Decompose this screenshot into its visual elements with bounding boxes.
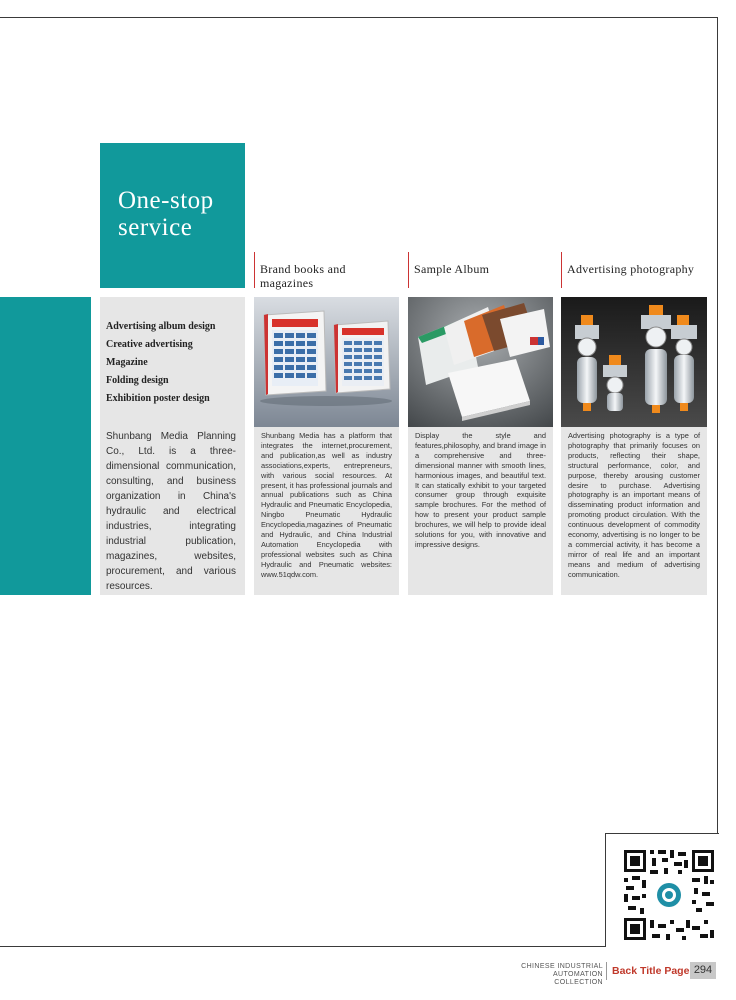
page-number: 294 [690, 962, 716, 979]
sample-album-photo [408, 297, 553, 427]
footer-collection-line2: COLLECTION [554, 979, 603, 986]
qr-code-icon [606, 834, 719, 947]
hero-box [100, 143, 245, 288]
intro-text: Shunbang Media Planning Co., Ltd. is a three-dimensional communication, consulting, and business organization in China's hydraulic and electrical industries, integrating industrial publication, magazines, websites, procurement, and various resources. [106, 431, 236, 592]
column-heading-advertising-photography: Advertising photography [561, 252, 707, 288]
qr-code-frame [605, 833, 719, 947]
service-item: Magazine [106, 357, 148, 368]
footer-divider [606, 962, 607, 980]
footer-collection-line1: CHINESE INDUSTRIAL AUTOMATION [521, 963, 603, 978]
service-item: Advertising album design [106, 321, 216, 332]
column-heading-sample-album: Sample Album [408, 252, 543, 288]
left-accent-bar [0, 297, 91, 595]
brand-books-photo [254, 297, 399, 427]
service-item: Folding design [106, 375, 169, 386]
frame-right-line [717, 17, 718, 947]
column-text-brand-books: Shunbang Media has a platform that integrates the internet,procurement, and publication,as well as industry associations,experts, entrepreneurs, with various social resources. At present, it has professional journals and annual publications such as China Hydraulic and Pneumatic Encyclopedia, Ningbo Pneumatic Hydraulic Encyclopedia,magazines of Pneumatic and Hydraulic, and China Industrial Automation Encyclopedia with professional websites such as China Hydraulic and Pneumatic websites: www.51qdw.com. [261, 431, 392, 579]
services-list [106, 318, 215, 408]
hero-title: One-stop service [118, 187, 214, 241]
advertising-photography-photo [561, 297, 707, 427]
column-text-sample-album: Display the style and features,philosophy, and brand image in a comprehensive and three-dimensional manner with smooth lines, harmonious images, and beautiful text. It can statically exhibit to your targeted consumer group through exquisite sample brochures. For the method of how to present your product sample brochures, we will help to provide ideal solutions for you, with innovative and impressive designs. [415, 431, 546, 549]
column-text-advertising-photography: Advertising photography is a type of photography that primarily focuses on products, reflecting their shape, structural performance, color, and purpose, thereby arousing customer desire to purchase. Advertising photography is an important means of disseminating product information and promoting product circulation. With the continuous development of commodity economy, advertising is no longer to be a commercial activity, it has become a mirror of real life and an important means and medium of advertising communication. [568, 431, 700, 579]
service-item: Exhibition poster design [106, 393, 210, 404]
frame-top-line [0, 17, 718, 18]
service-item: Creative advertising [106, 339, 193, 350]
footer-section-label: Back Title Page [612, 965, 690, 977]
column-heading-brand-books: Brand books and magazines [254, 252, 389, 288]
footer-collection-title [470, 963, 603, 987]
